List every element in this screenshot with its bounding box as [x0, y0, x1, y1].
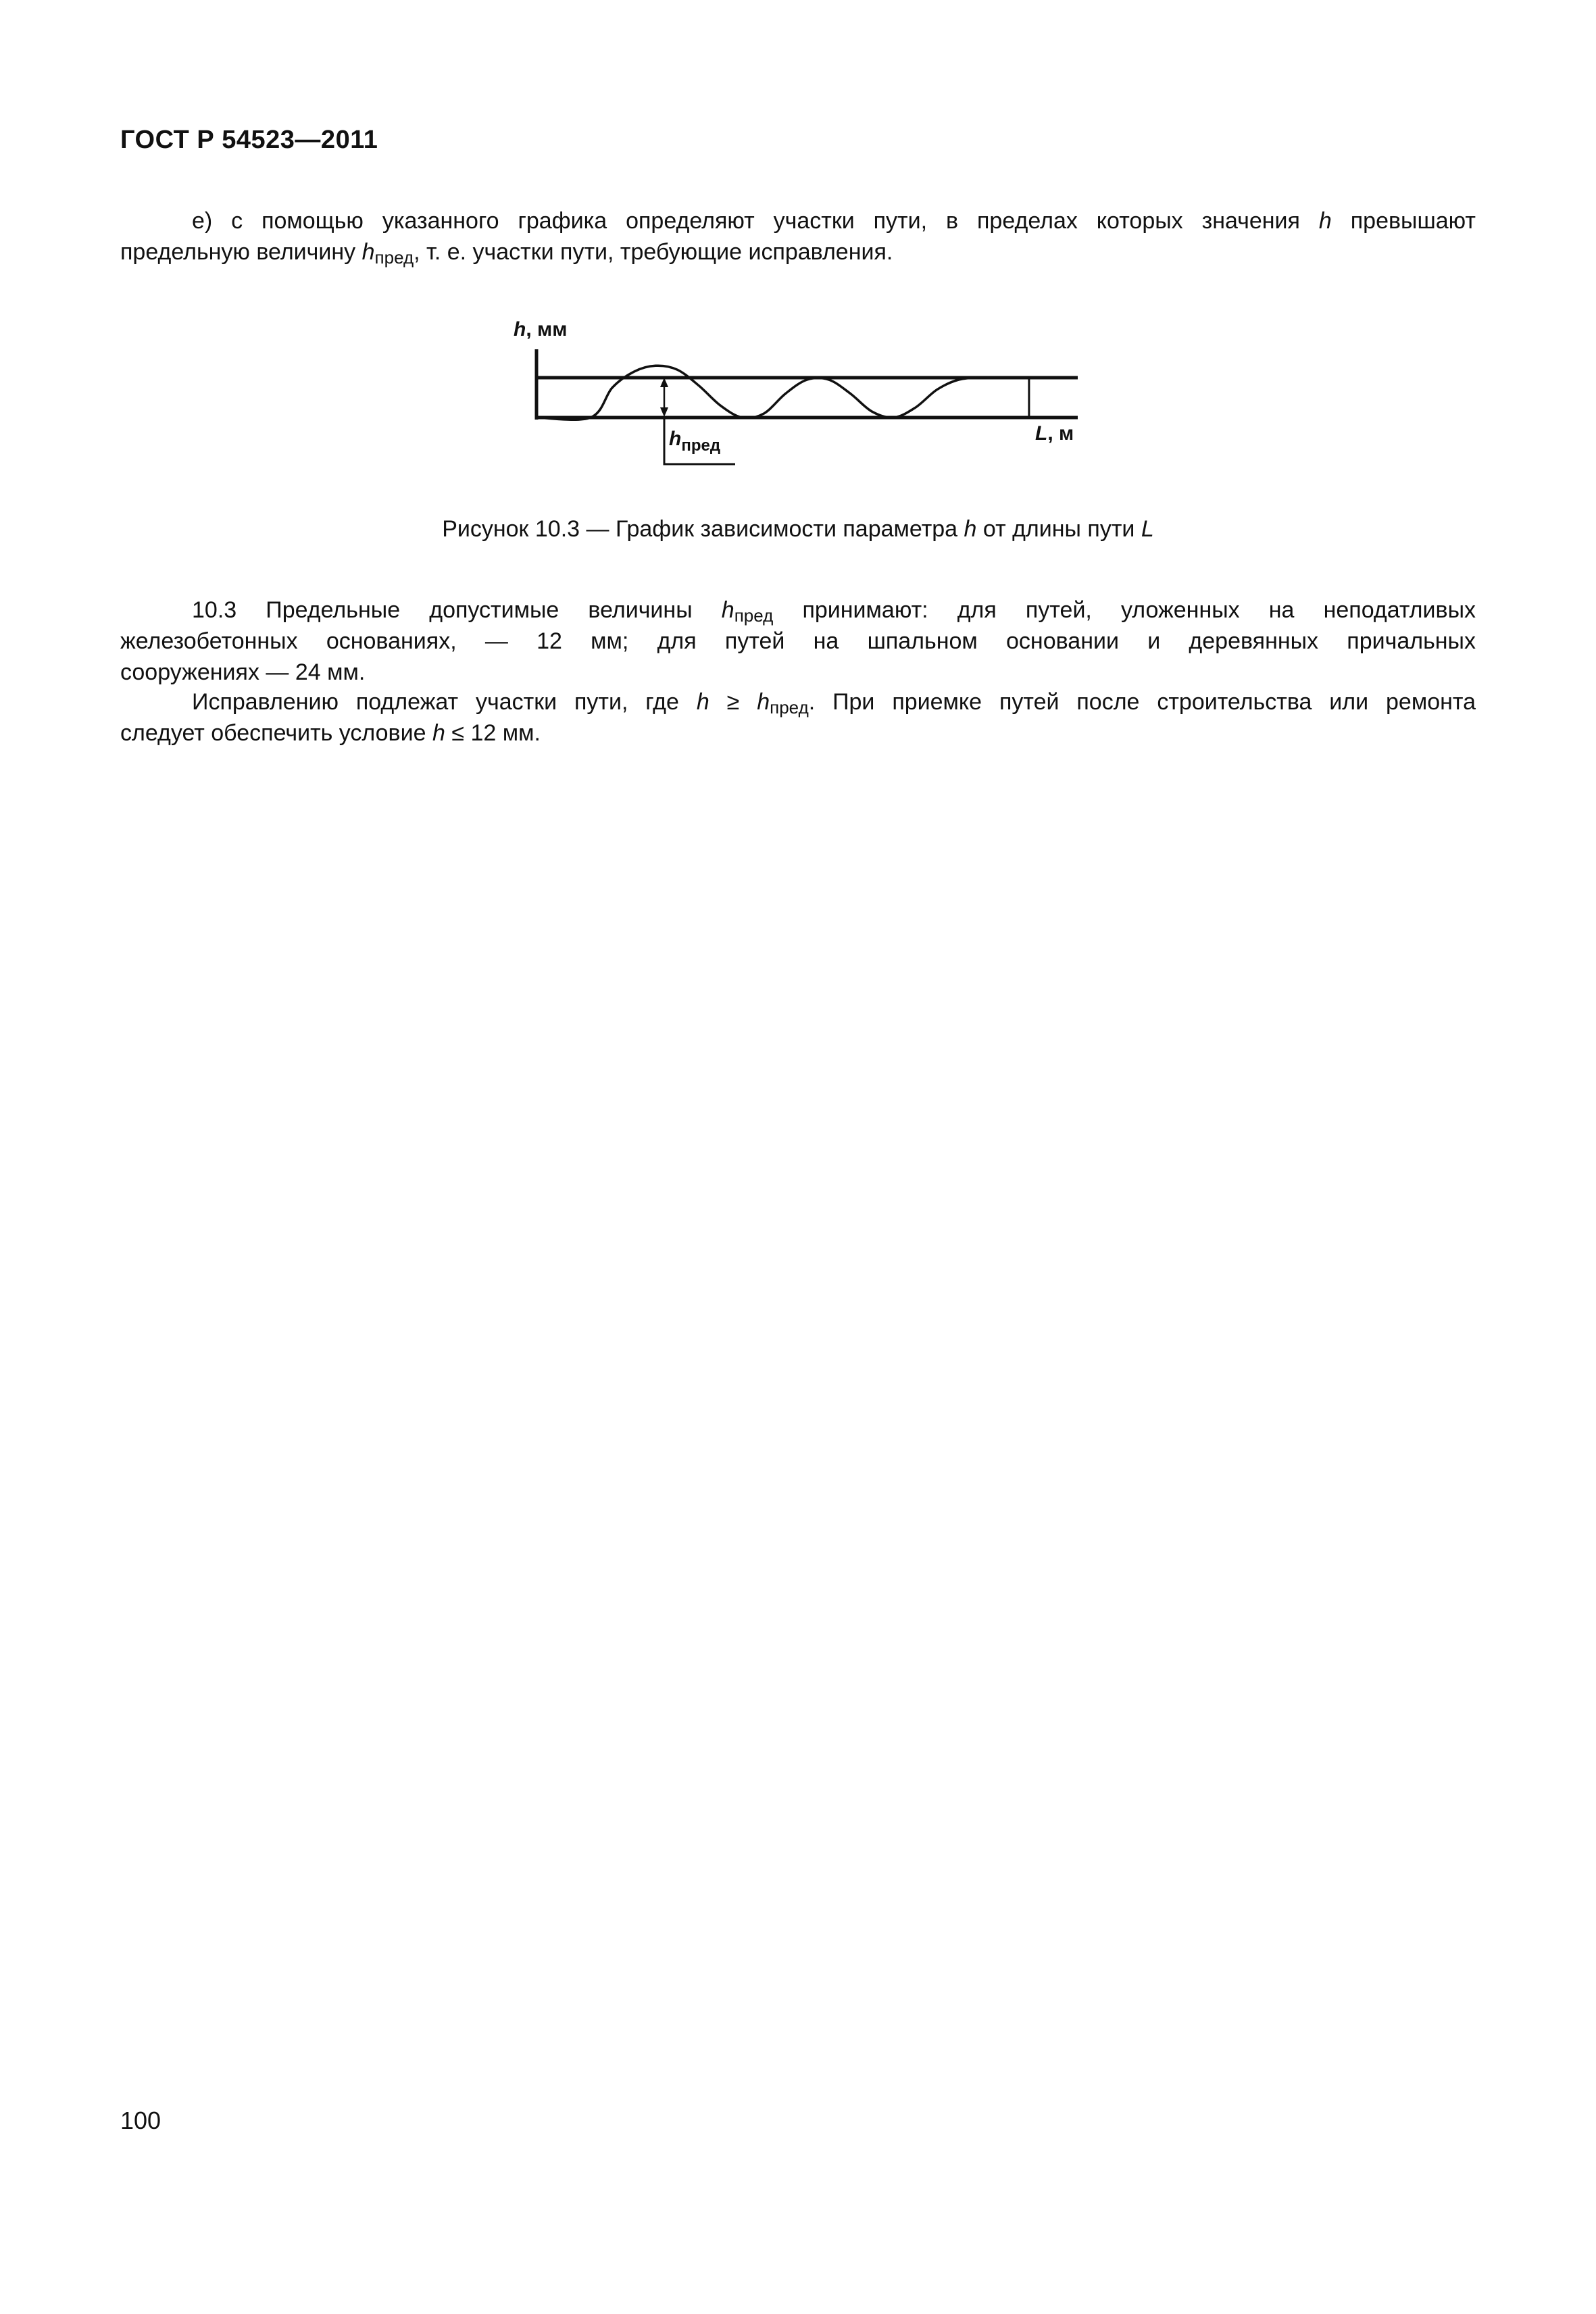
paragraph-e-line-2: предельную величину $h_{пред}$, т. е. участки пути, требующие исправления. — [120, 239, 893, 268]
paragraph-correction — [120, 686, 1476, 749]
paragraph-correction-line-2: следует обеспечить условие h ≤ 12 мм. — [120, 720, 541, 746]
figure-caption: Рисунок 10.3 — График зависимости параметра h от длины пути L — [442, 516, 1154, 542]
limit-arrow — [660, 378, 668, 417]
paragraph-e — [120, 205, 1476, 268]
x-axis-label: L, м — [1035, 422, 1074, 445]
figure-h-vs-l — [507, 307, 1101, 483]
series-line-h — [537, 366, 1029, 420]
page-number: 100 — [120, 2107, 161, 2134]
figure-chart — [507, 307, 1101, 483]
paragraph-correction-line-1: Исправлению подлежат участки пути, где $h \ge h_{пред}$. При приемке путей после строительства или ремонта — [192, 689, 1476, 718]
y-axis-label: h, мм — [514, 318, 568, 341]
paragraph-10-3-line-1: 10.3 Предельные допустимые величины $h_{пред}$ принимают: для путей, уложенных на неподатливых — [192, 597, 1476, 626]
paragraph-10-3 — [120, 595, 1476, 688]
limit-label: $h_{пред}$ — [669, 428, 721, 455]
paragraph-e-line-1: е) с помощью указанного графика определяют участки пути, в пределах которых значения h превышают — [192, 208, 1476, 234]
document-header: ГОСТ Р 54523—2011 — [120, 126, 378, 154]
paragraph-10-3-line-3: сооружениях — 24 мм. — [120, 659, 366, 685]
paragraph-10-3-line-2: железобетонных основаниях, — 12 мм; для путей на шпальном основании и деревянных причальных — [120, 628, 1476, 654]
